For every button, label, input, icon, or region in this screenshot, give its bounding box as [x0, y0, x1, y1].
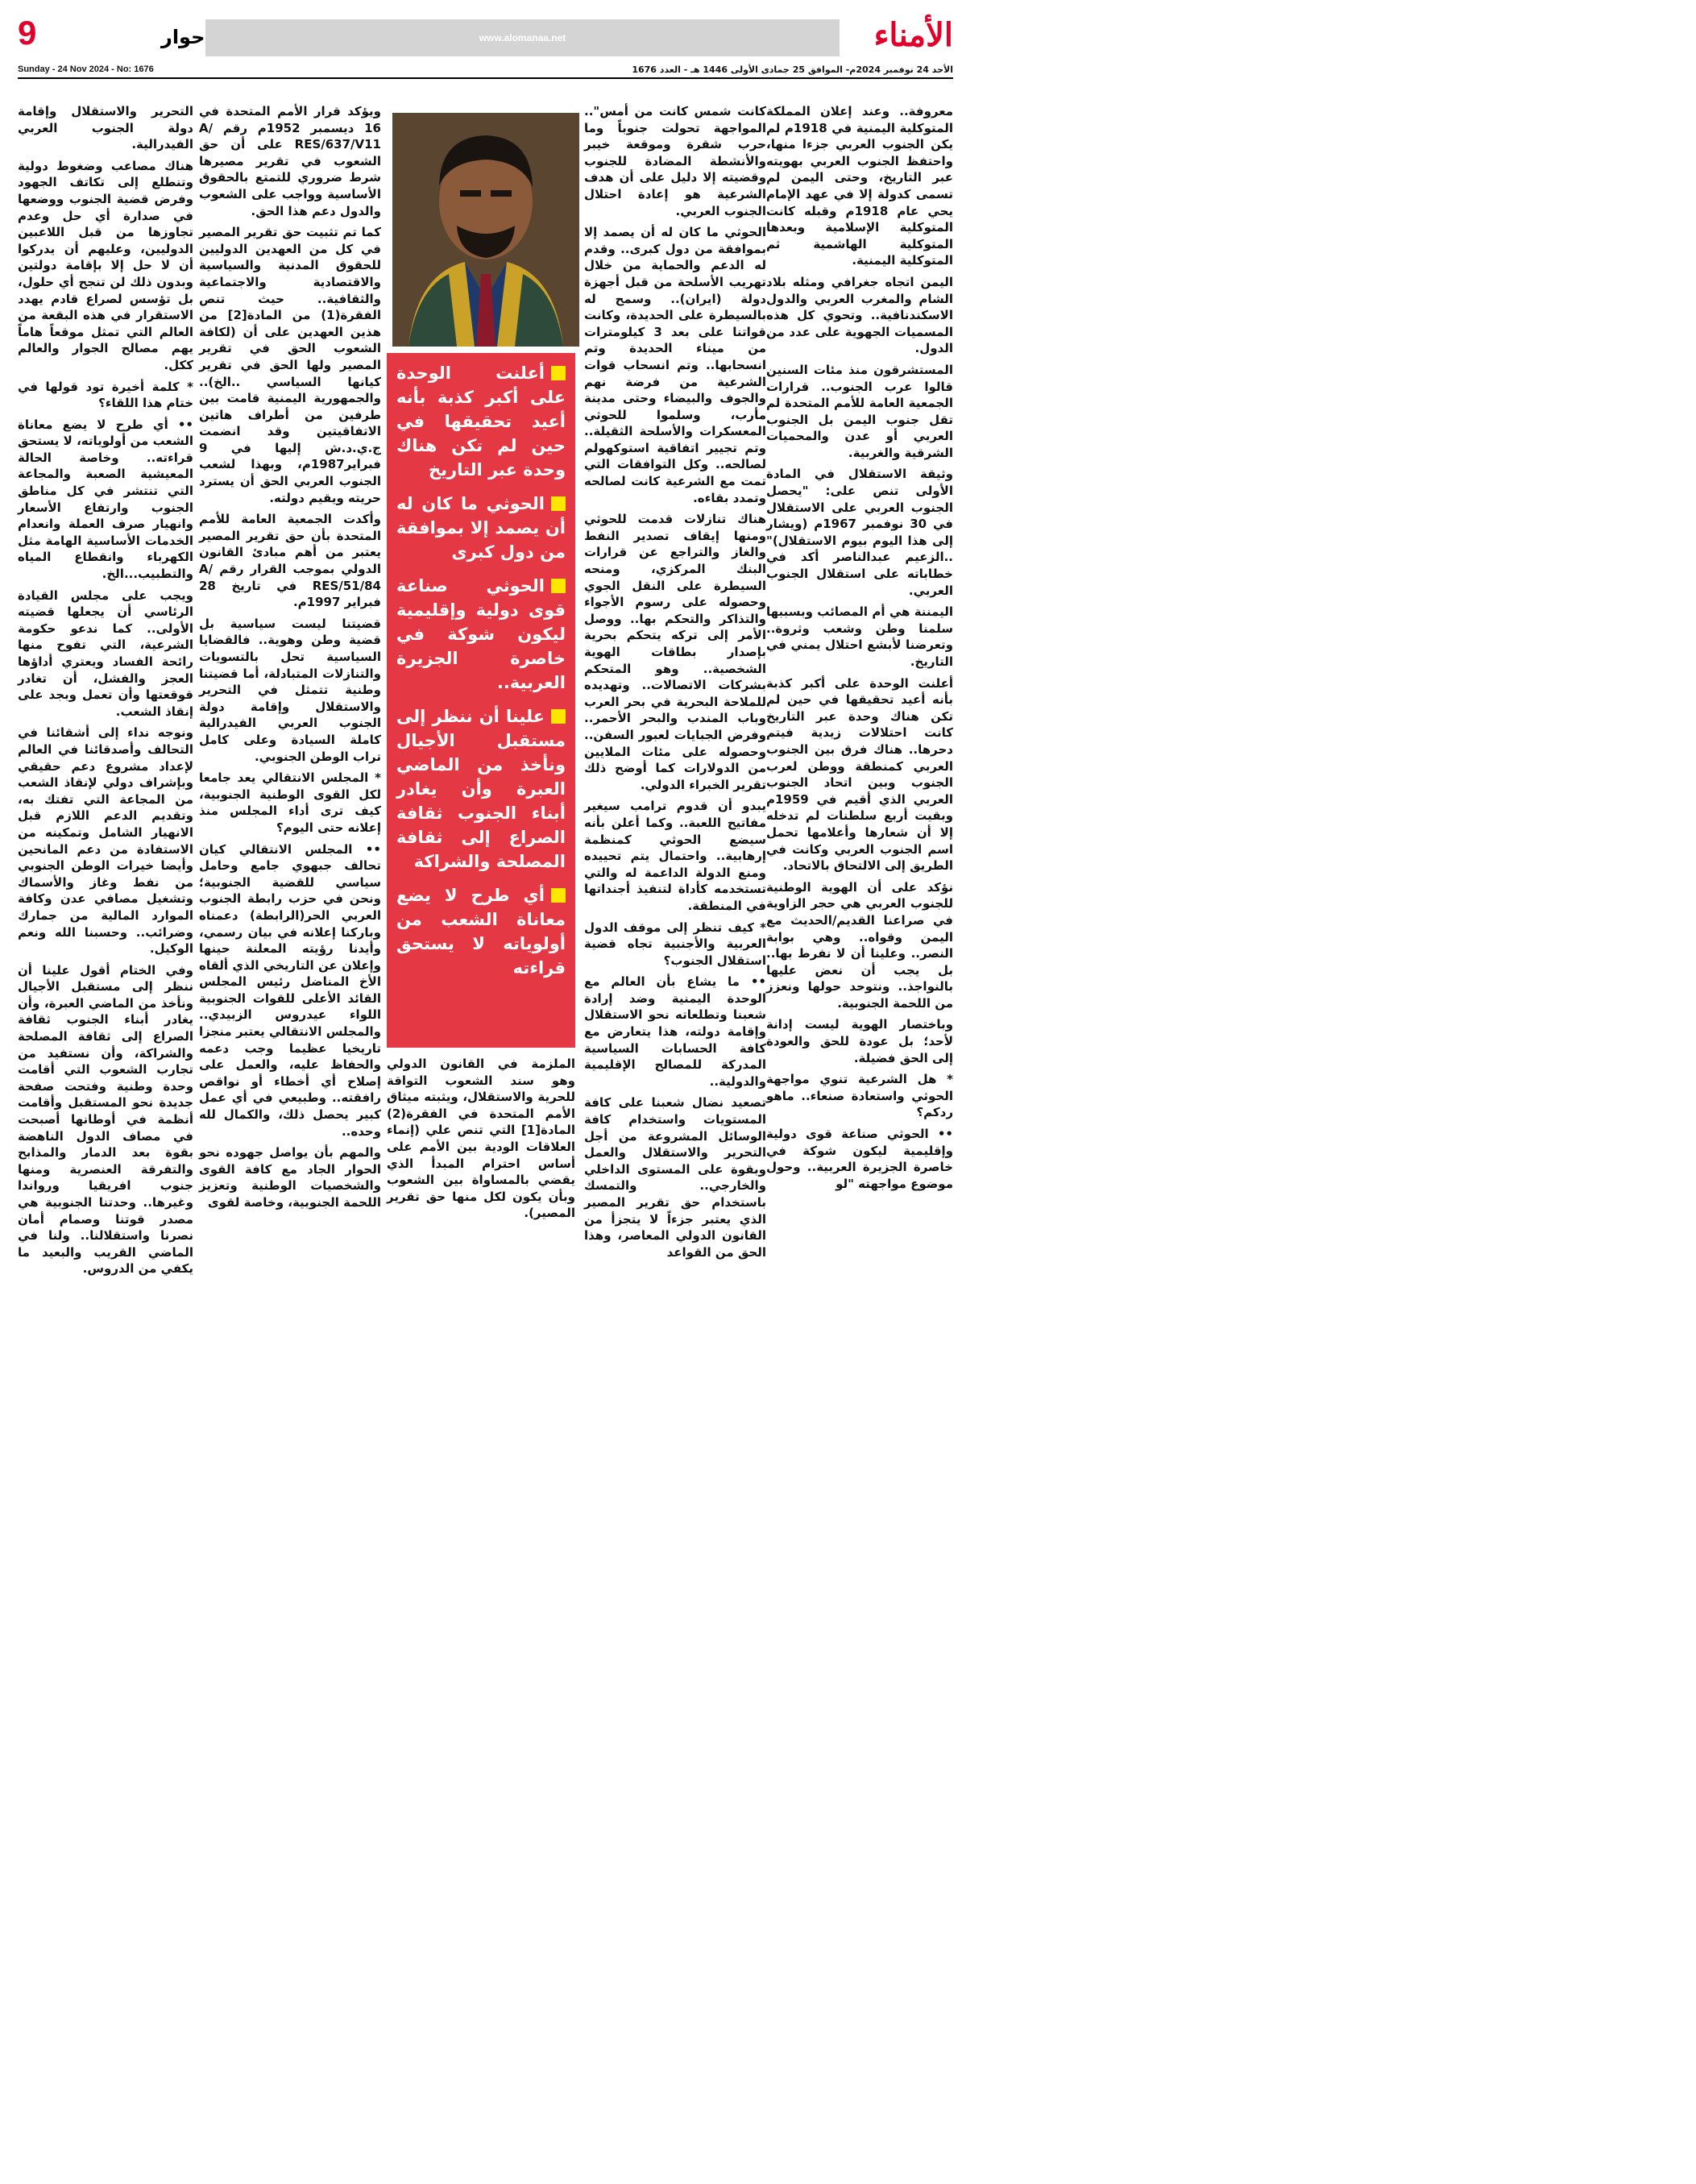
pull-quote-text: علينا أن ننظر إلى مستقبل الأجيال ونأخذ من الماضي العبرة وأن يغادر أبناء الجنوب ثقافة الصراع إلى ثقافة المصلحة والشراكة	[396, 707, 566, 871]
article-column-3	[387, 1056, 575, 1249]
pull-quote	[396, 492, 566, 564]
pull-quote	[396, 361, 566, 482]
paragraph: •• المجلس الانتقالي كيان تحالف جبهوي جامع وحامل سياسي للقضية الجنوبية؛ ونحن في حزب رابطة الجنوب العربي الحر(الرابطة) دعمناه وباركنا إعلانه في بيان رسمي، وأيدنا رؤيته المعلنة حينها وإعلان عن التاريخي الذي ألقاه الأخ المناضل رئيس المجلس القائد الأعلى للقوات الجنوبية اللواء عيدروس الزبيدي.. والمجلس الانتقالي يعتبر منجزا تاريخيا عظيما وجب دعمه والحفاظ عليه، والعمل على إصلاح أي أخطاء أو نواقص رافقته.. وطبيعي في أي عمل كبير يحصل ذلك، والكمال لله وحده..	[199, 841, 381, 1139]
portrait-image	[392, 113, 579, 347]
yellow-square-bullet-icon	[551, 709, 566, 724]
paragraph: أعلنت الوحدة على أكبر كذبة بأنه أعيد تحقيقها في حين لم تكن هناك وحدة عبر التاريخ كانت احتلالات زيدية فيتم دحرها.. هناك فرق بين الجنوب العربي كمنطقة ووطن لعرب الجنوب وبين اتحاد الجنوب العربي الذي أقيم في 1959م وبقيت أربع سلطنات لم تدخله إلا أن شعارها وأعلامها تحمل اسم الجنوب العربي وكانت في الطريق إلى الالتحاق بالاتحاد.	[766, 675, 953, 874]
paragraph: والمهم بأن يواصل جهوده نحو الحوار الجاد مع كافة القوى والشخصيات الوطنية وتعزيز اللحمة الجنوبية، وخاصة لقوى	[199, 1145, 381, 1210]
pull-quotes-box	[387, 353, 575, 1048]
article-column-5	[18, 103, 193, 1277]
paragraph: المستشرقون منذ مئات السنين قالوا عرب الجنوب.. قرارات الجمعية العامة للأمم المتحدة لم تقل جنوب اليمن بل الجنوب العربي أو عدن والمحميات الشرقية والغربية.	[766, 362, 953, 460]
paragraph: وباختصار الهوية ليست إدانة لأحد؛ بل عودة للحق والعودة إلى الحق فضيلة.	[766, 1017, 953, 1065]
paragraph: تصعيد نضال شعبنا على كافة المستويات واستخدام كافة الوسائل المشروعة من أجل التحرير والاستقلال والعمل وبقوة على المستوى الداخلي والخارجي.. والتمسك باستخدام حق تقرير المصير الذي يعتبر جزءاً لا يتجزأ من القانون الدولي المعاصر، وهذا الحق من القواعد	[584, 1095, 766, 1260]
column-3-paragraph: الملزمة في القانون الدولي وهو سند الشعوب التواقة للحرية والاستقلال، ويثبته ميثاق الأمم المتحدة في الفقرة(2) المادة[1] التي تنص علي (إنماء العلاقات الودية بين الأمم على أساس احترام المبدأ الذي يقضي بالمساواة بين الشعوب وبأن يكون لكل منها حق تقرير المصير).	[387, 1057, 575, 1221]
section-title: حوار	[161, 26, 205, 48]
pull-quote	[396, 704, 566, 874]
paragraph: هناك تنازلات قدمت للحوثي ومنها إيقاف تصدير النفط والغاز والتراجع عن قرارات البنك المركزي، ومنحه السيطرة على النقل الجوي وحصوله على رسوم الأجواء والتذاكر والتحكم بها.. ووصل الأمر إلى تركه يتحكم بحرية بإصدار بطاقات الهوية الشخصية.. وهو المتحكم بشركات الاتصالات.. وتهديده للملاحة البحرية في بحر العرب وباب المندب والبحر الأحمر.. وفرض الجبايات لعبور السفن.. وحصوله على مئات الملايين من الدولارات كما أوضح ذلك تقرير الخبراء الدولي.	[584, 512, 766, 792]
paragraph: •• الحوثي صناعة قوى دولية وإقليمية ليكون شوكة في خاصرة الجزيرة العربية.. وحول موضوع مواجهته "لو	[766, 1127, 953, 1191]
paragraph: اليمننة هي أم المصائب وبسببها سلمنا وطن وشعب وثروة.. وتعرضنا لأبشع احتلال يمني في التاريخ.	[766, 604, 953, 669]
yellow-square-bullet-icon	[551, 496, 566, 511]
page-number: 9	[18, 14, 37, 52]
pull-quote-text: أعلنت الوحدة على أكبر كذبة بأنه أعيد تحقيقها في حين لم تكن هناك وحدة عبر التاريخ	[396, 363, 566, 480]
paragraph: التحرير والاستقلال وإقامة دولة الجنوب العربي الفيدرالية.	[18, 104, 193, 152]
paragraph: •• ما يشاع بأن العالم مع الوحدة اليمنية وضد إرادة شعبنا وتطلعاته نحو الاستقلال وإقامة دولته، هذا يتعارض مع كافة الحسابات السياسية المدركة للمصالح الإقليمية والدولية..	[584, 974, 766, 1089]
pull-quote	[396, 574, 566, 695]
paragraph: وأكدت الجمعية العامة للأمم المتحدة بأن حق تقرير المصير يعتبر من أهم مبادئ القانون الدولي بموجب القرار رقم A/ RES/51/84 في تاريخ 28 فبراير 1997م.	[199, 512, 381, 610]
paragraph: معروفة.. وعند إعلان المملكة المتوكلية اليمنية في 1918م لم يكن الجنوب العربي جزءا منها، واحتفظ الجنوب العربي بهويته عبر التاريخ، وحتى اليمن لم تسمى كدولة إلا في عهد الإمام يحي عام 1918م وقبله كانت المتوكلية الإسلامية وبعدها المتوكلية الهاشمية ثم المتوكلية اليمنية.	[766, 104, 954, 268]
yellow-square-bullet-icon	[551, 579, 566, 593]
paragraph: كما تم تثبيت حق تقرير المصير في كل من العهدين الدوليين للحقوق المدنية والسياسية والاقتصادية والاجتماعية والثقافية.. حيث تنص الفقرة(1) من المادة[2] من هذين العهدين على أن (لكافة الشعوب الحق في تقرير المصير ولها الحق في تقرير كيانها السياسي ..الخ).. والجمهورية اليمنية قامت بين طرفين من أطراف هاتين الاتفاقيتين وقد انضمت ج.ي.د.ش إليها في 9 فبراير1987م، وبهذا لشعب الجنوب العربي الحق أن يسترد حريته ويقيم دولته.	[199, 225, 381, 505]
header-divider	[18, 77, 953, 79]
yellow-square-bullet-icon	[551, 366, 566, 380]
pull-quote	[396, 883, 566, 980]
header-bar	[205, 19, 840, 56]
interviewee-photo	[392, 113, 579, 347]
yellow-square-bullet-icon	[551, 888, 566, 903]
article-column-1	[766, 103, 953, 1248]
paragraph: قضيتنا ليست سياسية بل قضية وطن وهوية.. فالقضايا السياسية تحل بالتسويات والتنازلات المتبادلة، أما قضيتنا وطنية تتمثل في التحرير والاستقلال وإقامة دولة الجنوب العربي الفيدرالية كاملة السيادة وعلى كامل تراب الوطن الجنوبي.	[199, 616, 381, 764]
date-arabic: الأحد 24 نوفمبر 2024م- الموافق 25 جمادى الأولى 1446 هـ - العدد 1676	[632, 64, 953, 75]
paragraph: * المجلس الانتقالي يعد جامعا لكل القوى الوطنية الجنوبية، كيف ترى أداء المجلس منذ إعلانه حتى اليوم؟	[199, 770, 381, 835]
paragraph: اليمن اتجاه جغرافي ومثله بلاد الشام والمغرب العربي والدول الاسكندنافية.. وتحوي كل هذه المسميات الجهوية على عدد من الدول.	[766, 274, 953, 356]
pull-quote-text: أي طرح لا يضع معاناة الشعب من أولوياته لا يستحق قراءته	[396, 886, 566, 978]
date-english: Sunday - 24 Nov 2024 - No: 1676	[18, 64, 154, 74]
pull-quote-text: الحوثي صناعة قوى دولية وإقليمية ليكون شوكة في خاصرة الجزيرة العربية..	[396, 576, 566, 692]
paragraph: هناك مصاعب وضغوط دولية وتنطلع إلى تكاتف الجهود وفرض قضية الجنوب ووضعها في صدارة أي حل وعدم تجاوزها من قبل اللاعبين الدوليين، وعليهم أن يدركوا أن لا حل إلا بإقامة دولتين وبدون ذلك لن تنجح أي حلول، بل تؤسس لصراع قادم يهدد الاستقرار في هذه البقعة من العالم التي تمثل موقعاً هاماً يهم مصالح الجوار والعالم ككل.	[18, 158, 193, 372]
pull-quote-text: الحوثي ما كان له أن يصمد إلا بموافقة من دول كبرى	[396, 494, 566, 562]
paragraph: •• أي طرح لا يضع معاناة الشعب من أولوياته، لا يستحق قراءته.. وخاصة الحالة المعيشية الصعبة والمجاعة التي تنتشر في كل مناطق الجنوب وارتفاع الأسعار وانهيار صرف العملة وانعدام الخدمات الأساسية الهامة مثل الكهرباء وانقطاع المياه والتطبيب...الخ.	[18, 417, 193, 582]
paragraph: نؤكد على أن الهوية الوطنية للجنوب العربي هي حجر الزاوية في صراعنا القديم/الحديث مع اليمن وقواه.. وهي بوابة النصر.. وعلينا أن لا نفرط بها.. بل يجب أن نعض عليها بالنواجذ.. ونتوحد حولها ونعزز من اللحمة الجنوبية.	[766, 879, 953, 1011]
article-column-2	[584, 103, 766, 1260]
paragraph: ونوجه نداء إلى أشقائنا في التحالف وأصدقائنا في العالم لإعداد مشروع دعم حقيقي وبإشراف دولي لإنقاذ الشعب من المجاعة التي تفتك به، وتقديم الدعم اللازم قبل الانهيار الشامل وتمكينه من الاستفادة من دعم المانحين وأيضا خيرات الوطن الجنوبي من نفط وغاز والأسماك وتشغيل مصافي عدن وكافة الموارد المالية من جمارك وضرائب.. وحسبنا الله ونعم الوكيل.	[18, 725, 193, 957]
paragraph: يبدو أن قدوم ترامب سيغير مفاتيح اللعبة.. وكما أعلن بأنه سيضع الحوثي كمنظمة إرهابية.. واحتمال يتم تحييده ومنع الدولة الداعمة له والتي تستخدمه كأداة لتنفيذ أجنداتها في المنطقة.	[584, 799, 766, 913]
paragraph: * كيف تنظر إلى موقف الدول العربية والأجنبية تجاه قضية استقلال الجنوب؟	[584, 920, 766, 968]
paragraph: * كلمة أخيرة تود قولها في ختام هذا اللقاء؟	[18, 379, 193, 411]
paragraph: وثيقة الاستقلال في المادة الأولى تنص على: "يحصل الجنوب العربي على الاستقلال في 30 نوفمبر 1967م (ويشار إلى هذا اليوم بيوم الاستقلال)" ..الزعيم عبدالناصر أكد في خطاباته على استقلال الجنوب العربي.	[766, 467, 953, 598]
paragraph: وفي الختام أقول علينا أن ننظر إلى مستقبل الأجيال ونأخذ من الماضي العبرة، وأن يغادر أبناء الجنوب ثقافة الصراع إلى ثقافة المصلحة والشراكة، وأن نستفيد من تجارب الشعوب التي أقامت وحدة وطنية وفتحت صفحة جديدة نحو المستقبل وأقامت أنظمة في أوطانها أصبحت في مصاف الدول الناهضة بقوة بعد الدمار والمذابح والتفرقة العنصرية ومنها جنوب افريقيا ورواندا وغيرها.. وحدتنا الجنوبية هي مصدر قوتنا وصمام أمان نصرنا واستقلالنا.. ولنا في الماضي القريب والبعيد ما يكفي من الدروس.	[18, 962, 193, 1277]
site-url[interactable]: www.alomanaa.net	[479, 32, 566, 44]
paragraph: الحوثي ما كان له أن يصمد إلا بموافقة من دول كبرى.. وقدم له الدعم والحماية من خلال تهريب الأسلحة من قبل أجهزة دولة (ايران).. وسمح له بالسيطرة على الحديدة، وكانت قواتنا على بعد 3 كيلومترات من ميناء الحديدة وتم انسحابها.. وتم انسحاب قوات الشرعية من فرضة نهم والجوف والبيضاء وحتى مدينة مأرب، وسلموا للحوثي المعسكرات والأسلحة الثقيلة.. وتم تجيير اتفاقية استوكهولم لصالحه.. وكل التوافقات التي تمت مع الشرعية كانت لصالحه وتمدد بقاءه.	[584, 225, 766, 505]
paragraph: * هل الشرعية تنوي مواجهة الحوثي واستعادة صنعاء.. ماهو ردكم؟	[766, 1072, 953, 1120]
paragraph: كانت شمس كانت من أمس".. المواجهة تحولت جنوباً وما حرب شقرة وموقعة خيبر والأنشطة المضادة للجنوب وقضيته إلا دليل على أن هدف الشرعية هو إعادة احتلال الجنوب العربي.	[584, 104, 766, 218]
paragraph: ويجب على مجلس القيادة الرئاسي أن يجعلها قضيته الأولى.. كما ندعو حكومة الشرعية، التي تفوح منها رائحة الفساد ويعتري أداؤها العجز والفشل، أن تغادر قوقعتها وأن تعمل وبجد على إنقاذ الشعب.	[18, 588, 193, 719]
newspaper-logo: الأمناء	[873, 16, 953, 54]
paragraph: ويؤكد قرار الأمم المتحدة في 16 ديسمبر 1952م رقم A/ RES/637/V11 على أن حق الشعوب في تقرير مصيرها شرط ضروري للتمتع بالحقوق الأساسية وواجب على الشعوب والدول دعم هذا الحق.	[199, 104, 381, 218]
article-column-4	[199, 103, 381, 1248]
